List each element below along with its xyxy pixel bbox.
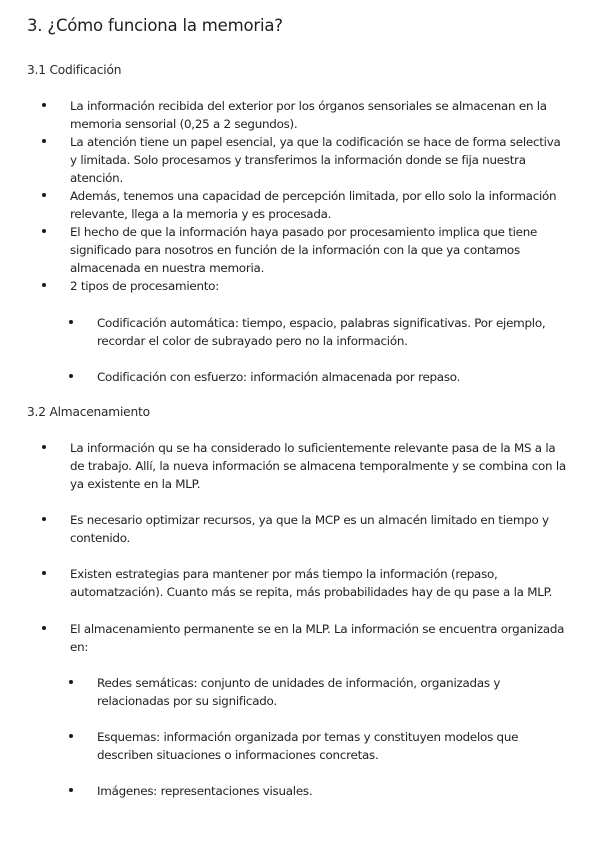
bullet-icon (42, 626, 46, 630)
bullet-icon (69, 320, 73, 324)
sub-list-item: Redes semáticas: conjunto de unidades de información, organizadas y relacionadas por su significado. (97, 676, 501, 708)
section-heading-almacenamiento: 3.2 Almacenamiento (27, 405, 150, 419)
list-item: Es necesario optimizar recursos, ya que la MCP es un almacén limitado en tiempo y contenido. (70, 513, 549, 545)
list-item: 2 tipos de procesamiento: (70, 279, 219, 293)
list-item: El almacenamiento permanente se en la MLP. La información se encuentra organizada en: (70, 622, 565, 654)
page-title: 3. ¿Cómo funciona la memoria? (27, 16, 283, 35)
section-heading-codificacion: 3.1 Codificación (27, 63, 122, 77)
bullet-icon (42, 193, 46, 197)
list-item: La información recibida del exterior por los órganos sensoriales se almacenan en la memoria sensorial (0,25 a 2 segundos). (70, 99, 547, 131)
list-item: Además, tenemos una capacidad de percepción limitada, por ello solo la información relevante, llega a la memoria y es procesada. (70, 189, 557, 221)
sub-list-item: Imágenes: representaciones visuales. (97, 784, 313, 798)
bullet-icon (69, 734, 73, 738)
list-item: El hecho de que la información haya pasado por procesamiento implica que tiene significado para nosotros en función de la información con la que ya contamos almacenada en nuestra memoria. (70, 225, 538, 275)
list-item: Existen estrategias para mantener por más tiempo la información (repaso, automatzación). Cuanto más se repita, más probabilidades hay de qu pase a la MLP. (70, 567, 553, 599)
bullet-icon (42, 445, 46, 449)
bullet-icon (42, 283, 46, 287)
sub-list-item: Codificación automática: tiempo, espacio, palabras significativas. Por ejemplo, recordar el color de subrayado pero no la información. (97, 316, 546, 348)
sub-list-item: Codificación con esfuerzo: información almacenada por repaso. (97, 370, 461, 384)
bullet-icon (69, 788, 73, 792)
bullet-icon (42, 517, 46, 521)
bullet-icon (69, 680, 73, 684)
bullet-icon (42, 571, 46, 575)
sub-list-item: Esquemas: información organizada por temas y constituyen modelos que describen situaciones o informaciones concretas. (97, 730, 519, 762)
list-item: La información qu se ha considerado lo suficientemente relevante pasa de la MS a la de trabajo. Allí, la nueva información se almacena temporalmente y se combina con la ya existente en la MLP. (70, 441, 566, 491)
bullet-icon (42, 103, 46, 107)
bullet-icon (69, 374, 73, 378)
bullet-icon (42, 229, 46, 233)
bullet-icon (42, 139, 46, 143)
list-item: La atención tiene un papel esencial, ya que la codificación se hace de forma selectiva y limitada. Solo procesamos y transferimos la información donde se fija nuestra atención. (70, 135, 561, 185)
